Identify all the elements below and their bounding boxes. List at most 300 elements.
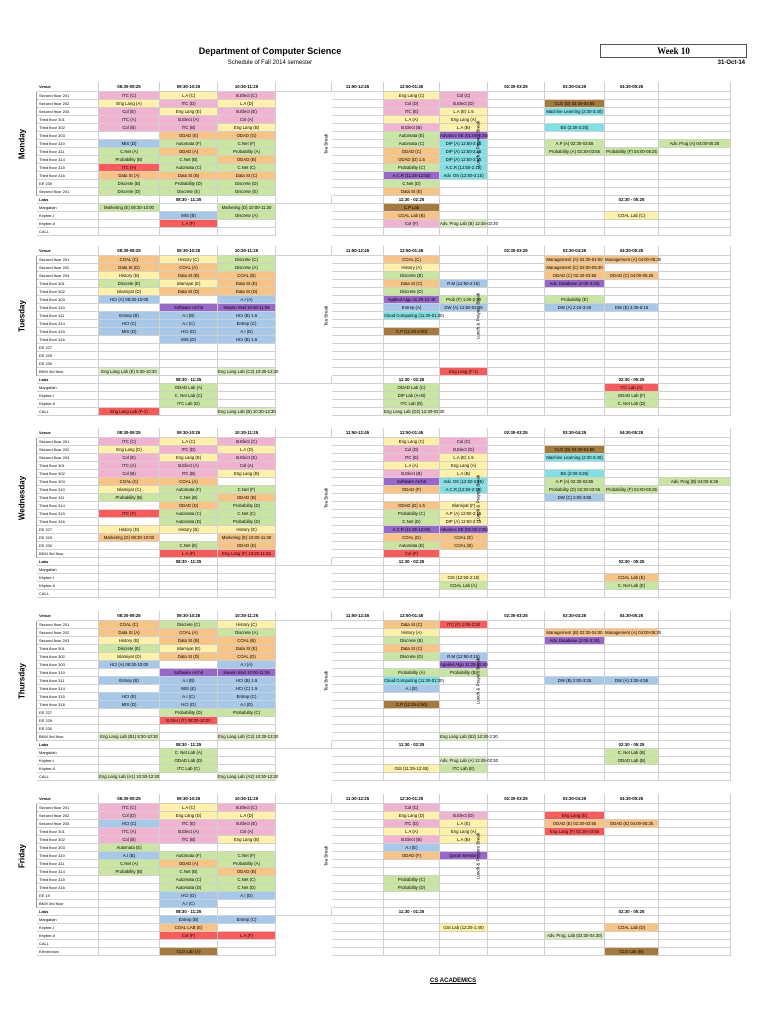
class-cell [659,725,731,733]
labs-time-cell: 11:30 - 02:25 [384,558,440,566]
class-cell: Data St (C) [384,280,440,288]
labs-time-cell [218,558,276,566]
class-cell [488,132,545,140]
labs-label: Labs [37,741,99,749]
lab-row [37,749,745,757]
venue-row [37,900,745,908]
class-cell [605,693,659,701]
class-cell: L.A (B) [440,470,488,478]
class-cell [218,228,276,236]
class-cell [332,701,384,709]
venue-label: EE 227 [37,526,99,534]
venue-label: CALL [37,940,99,948]
venue-row [37,288,745,296]
class-cell: Eng Lang Lab (C2) 10:30-12:30 [218,734,279,739]
class-cell: Col (A) [218,462,276,470]
class-cell: Entrep (C) [218,916,276,924]
venue-row [37,645,745,653]
class-cell [545,368,605,376]
class-cell [440,408,488,416]
class-cell [384,924,440,932]
class-cell [99,542,160,550]
venue-label: Second floor 202 [37,812,99,820]
class-cell [545,844,605,852]
class-cell: Col (B) [99,470,160,478]
class-cell [332,486,384,494]
venue-row [37,542,745,550]
class-cell [659,344,731,352]
class-cell: Eng Lang (E) [160,454,218,462]
class-cell [545,384,605,392]
class-cell [488,124,545,132]
class-cell [605,360,659,368]
class-cell [332,820,384,828]
class-cell [488,757,545,765]
class-cell [545,765,605,773]
class-cell [99,574,160,582]
venue-row [37,108,745,116]
class-cell: Eng Lang Lab (A2) 10:30-12:30 [218,774,279,779]
labs-time-cell [276,376,332,384]
class-cell [488,884,545,892]
class-cell: Automata (E) [99,844,160,852]
class-cell [488,876,545,884]
lunch-break-label: Lunch & Prayers Break [475,474,481,522]
day-header-row [37,246,745,256]
class-cell [488,820,545,828]
class-cell [659,296,731,304]
class-cell: Management (B) 02:30-04:00 [545,629,605,637]
class-cell [659,312,731,320]
class-cell: C.Net (B) [160,156,218,164]
venue-row [37,876,745,884]
class-cell: A.I (C) [160,900,218,908]
class-cell: Probability (D) [218,518,276,526]
class-cell [605,844,659,852]
class-cell: Eng Lang (B) [218,470,276,478]
class-cell [605,852,659,860]
class-cell [545,892,605,900]
class-cell [332,92,384,100]
lunch-break-strip [472,92,484,196]
class-cell [488,320,545,328]
labs-time-cell [332,196,384,204]
labs-time-cell [659,376,731,384]
class-cell [384,693,440,701]
class-cell: A.I (A) [218,296,276,304]
class-cell [384,757,440,765]
class-cell [659,148,731,156]
class-cell [99,892,160,900]
venue-label: Third floor 302 [37,470,99,478]
class-cell: L.A (A) [384,116,440,124]
class-cell [605,124,659,132]
header-time-cell [440,246,488,256]
class-cell [659,749,731,757]
lab-row [37,773,745,781]
class-cell [545,438,605,446]
class-cell: Automata (F) [160,852,218,860]
class-cell: Entrep (C) [218,320,276,328]
class-cell: Probability (A) [384,669,440,677]
class-cell [659,454,731,462]
class-cell: Eng Lang (D) [99,446,160,454]
venue-label: Third floor 303 [37,296,99,304]
class-cell [605,494,659,502]
venue-row [37,172,745,180]
day-block-thursday [17,611,745,781]
class-cell: B.Elect (E) [218,108,276,116]
class-cell: L.A (A) [384,462,440,470]
class-cell: Eng Lang (D) [160,812,218,820]
class-cell: L.A (D) [218,100,276,108]
class-cell: Probability (D) [160,180,218,188]
class-cell [545,360,605,368]
venue-row [37,296,745,304]
class-cell: B.Elect (F) 08:30-10:00 [160,717,218,725]
class-cell: Col (F) [160,932,218,940]
class-cell: Prob (F) 1:00-2:30 [440,296,488,304]
class-cell [545,92,605,100]
class-cell: Advance SE (01:00-2:25) [440,527,489,532]
class-cell [545,860,605,868]
class-cell [99,900,160,908]
class-cell [488,92,545,100]
class-cell [605,446,659,454]
class-cell [488,685,545,693]
class-cell: Eng Lang (F-1) [440,368,488,376]
venue-row [37,446,745,454]
class-cell [659,685,731,693]
class-cell [99,228,160,236]
tea-break-label: Tea Break [323,487,329,509]
class-cell: A.C.R (12:50-2:15) [440,164,488,172]
class-cell [332,717,384,725]
class-cell: History (C) [218,621,276,629]
class-cell: Adv. OS (12:50-2:15) [440,172,488,180]
header-time-cell: 11:30-12:25 [332,794,384,804]
venue-label: Third floor 311 [37,148,99,156]
class-cell: Data St (B) [160,172,218,180]
class-cell [659,860,731,868]
class-cell [218,844,276,852]
venue-label: Third floor 314 [37,156,99,164]
class-cell: COAL (D) [218,653,276,661]
class-cell [659,812,731,820]
class-cell [488,510,545,518]
class-cell: R.M (12:50-2:15) [440,653,488,661]
class-cell [332,590,384,598]
class-cell [99,566,160,574]
class-cell [488,629,545,637]
class-cell: Probability (A) [218,148,276,156]
class-cell [99,757,160,765]
venue-row [37,621,745,629]
class-cell [659,876,731,884]
class-cell: L.A (D) [218,446,276,454]
class-cell [440,392,488,400]
class-cell [332,773,384,781]
class-cell [545,733,605,741]
labs-time-cell [488,196,545,204]
lab-row [37,384,745,392]
class-cell [332,336,384,344]
class-cell [332,502,384,510]
header-time-cell: 12:50-01:45 [384,428,440,438]
class-cell [605,470,659,478]
class-cell [99,876,160,884]
class-cell: ITC (E) [384,108,440,116]
class-cell [332,940,384,948]
class-cell [332,280,384,288]
venue-row [37,148,745,156]
labs-time-cell [276,196,332,204]
class-cell [332,328,384,336]
class-cell [332,765,384,773]
header-day-venue: Venue [37,428,99,438]
class-cell [332,272,384,280]
class-cell [545,534,605,542]
class-cell [488,462,545,470]
class-cell: Discrete (E) [99,280,160,288]
class-cell: Automata (C) [384,140,440,148]
class-cell [488,228,545,236]
lab-row [37,400,745,408]
class-cell: B.Elect (B) [384,470,440,478]
venue-row [37,812,745,820]
class-cell [605,900,659,908]
class-cell [605,701,659,709]
class-cell [545,212,605,220]
class-cell [488,860,545,868]
class-cell [332,360,384,368]
class-cell [99,916,160,924]
class-cell: Data St (E) [384,188,440,196]
class-cell: ODAD (C) [384,148,440,156]
venue-row [37,868,745,876]
class-cell: Col (D) [384,446,440,454]
labs-time-cell [545,196,605,204]
class-cell [218,924,276,932]
class-cell: ITC (B) [160,836,218,844]
class-cell [332,677,384,685]
class-cell: DIP (A) 12:50-2:15 [440,140,488,148]
class-cell: History (B) [99,637,160,645]
lab-row [37,948,745,956]
class-cell [218,725,276,733]
class-cell [488,100,545,108]
class-cell: ODAD (A) [160,860,218,868]
day-header-row [37,794,745,804]
labs-time-cell: 11:30 - 02:25 [384,376,440,384]
class-cell: History (E) [218,526,276,534]
lab-row [37,590,745,598]
header-time-cell: 04:30-05:25 [605,428,659,438]
venue-label: Third floor 315 [37,876,99,884]
class-cell [218,582,276,590]
venue-row [37,478,745,486]
class-cell [545,288,605,296]
class-cell: Applied Algo 11:25-12:40 [384,296,440,304]
header-time-cell [276,611,332,621]
venue-label: Second floor 201 [37,256,99,264]
class-cell: Cloud Computing (11:30-01:30) [384,313,444,318]
class-cell [332,574,384,582]
class-cell: Eng Lang Lab (E) 8:30-10:30 [99,368,160,376]
class-cell [488,900,545,908]
class-cell: Data St (D) [99,264,160,272]
class-cell [160,566,218,574]
venue-label: Second floor 201 [37,804,99,812]
class-cell [488,312,545,320]
labs-time-cell [99,908,160,916]
class-cell [99,717,160,725]
class-cell [488,156,545,164]
class-cell [659,256,731,264]
class-cell [488,765,545,773]
class-cell: Islamiyat (D) [99,653,160,661]
class-cell [99,550,160,558]
class-cell: A.I (D) [218,892,276,900]
class-cell: Eng Lang Lab (F-1) [99,408,160,416]
class-cell [605,280,659,288]
class-cell: C.Net (A) [99,860,160,868]
class-cell [99,212,160,220]
class-cell: Discrete (A) [218,629,276,637]
class-cell: HCI (B) 1.5 [218,336,276,344]
class-cell: CLO (D) 03:30-04:55 [545,446,605,454]
venue-label: Third floor 303 [37,661,99,669]
class-cell [332,868,384,876]
class-cell: DIP (A) 12:50-2:15 [440,518,488,526]
labs-time-cell [332,908,384,916]
venue-label: Margallah [37,204,99,212]
venue-row [37,156,745,164]
class-cell [545,653,605,661]
class-cell [488,812,545,820]
class-cell [545,526,605,534]
day-header-row [37,428,745,438]
class-cell [488,384,545,392]
class-cell: Automata (E) [384,542,440,550]
venue-label: EE 229 [37,534,99,542]
class-cell [488,212,545,220]
class-cell: History (B) [160,526,218,534]
class-cell: Discrete (B) [384,272,440,280]
class-cell: Probability (F) 04:00-05:25 [605,148,659,156]
venue-row [37,852,745,860]
class-cell [545,400,605,408]
class-cell: ODAD (B) [218,868,276,876]
header-time-cell: 08:30-09:25 [99,794,160,804]
class-cell [488,693,545,701]
class-cell: COAL (E) [440,534,488,542]
venue-row [37,725,745,733]
class-cell: ITC (F) 1:00-2:30 [440,621,488,629]
class-cell [659,470,731,478]
week-label: Week 10 [600,44,747,58]
class-cell: Islamiyat (E) [160,280,218,288]
class-cell [605,462,659,470]
class-cell: Management (C) 02:00-05:30 [545,264,605,272]
class-cell [99,132,160,140]
class-cell [332,264,384,272]
class-cell: MIS (D) [160,336,218,344]
labs-time-cell: 02:30 - 05:25 [605,376,659,384]
class-cell [545,518,605,526]
class-cell [99,220,160,228]
class-cell [545,773,605,781]
class-cell [488,590,545,598]
tea-break-label: Tea Break [323,305,329,327]
class-cell: Probability (E) [545,296,605,304]
venue-row [37,661,745,669]
class-cell: Data St (C) [218,172,276,180]
class-cell: Probability (B) [440,669,488,677]
class-cell: Automata (D) [160,884,218,892]
class-cell [659,92,731,100]
class-cell [332,446,384,454]
class-cell [332,709,384,717]
class-cell [545,156,605,164]
venue-label: Margallah [37,916,99,924]
header-time-cell: 02:30-03:25 [488,611,545,621]
class-cell [605,534,659,542]
venue-label: EE 230 [37,180,99,188]
class-cell: C. Net Lab (E) [605,582,659,590]
class-cell [99,582,160,590]
venue-label: Third floor 301 [37,462,99,470]
venue-label: Second floor 202 [37,629,99,637]
class-cell [659,188,731,196]
class-cell: HCI (D) [160,892,218,900]
class-cell [488,773,545,781]
class-cell [659,629,731,637]
class-cell [659,709,731,717]
class-cell: ODAD (E) [160,132,218,140]
class-cell [488,868,545,876]
class-cell [545,757,605,765]
class-cell [605,590,659,598]
class-cell: B.Elect (A) [160,828,218,836]
class-cell [605,156,659,164]
class-cell: B.Elect (A) [160,116,218,124]
class-cell [545,164,605,172]
class-cell: Adv. Prog Lab (A) 12:45-02:30 [440,758,498,763]
tea-break-strip [320,92,332,196]
class-cell [545,132,605,140]
class-cell [99,344,160,352]
class-cell: Probability (B) [99,494,160,502]
day-label [8,92,37,196]
class-cell: Marketing (D) 10:00-11:30 [218,204,276,212]
class-cell [545,868,605,876]
venue-row [37,892,745,900]
class-cell [160,408,218,416]
header-time-cell: 03:30-04:25 [545,794,605,804]
venue-label: Second floor 202 [37,264,99,272]
page-header [30,44,745,76]
class-cell: HCI (D) [160,701,218,709]
class-cell [332,526,384,534]
labs-time-cell [659,558,731,566]
tea-break-strip [320,804,332,908]
class-cell: ITC (A) [99,116,160,124]
class-cell [332,220,384,228]
class-cell: B.Elect (D) [440,812,488,820]
class-cell [659,328,731,336]
venue-row [37,637,745,645]
